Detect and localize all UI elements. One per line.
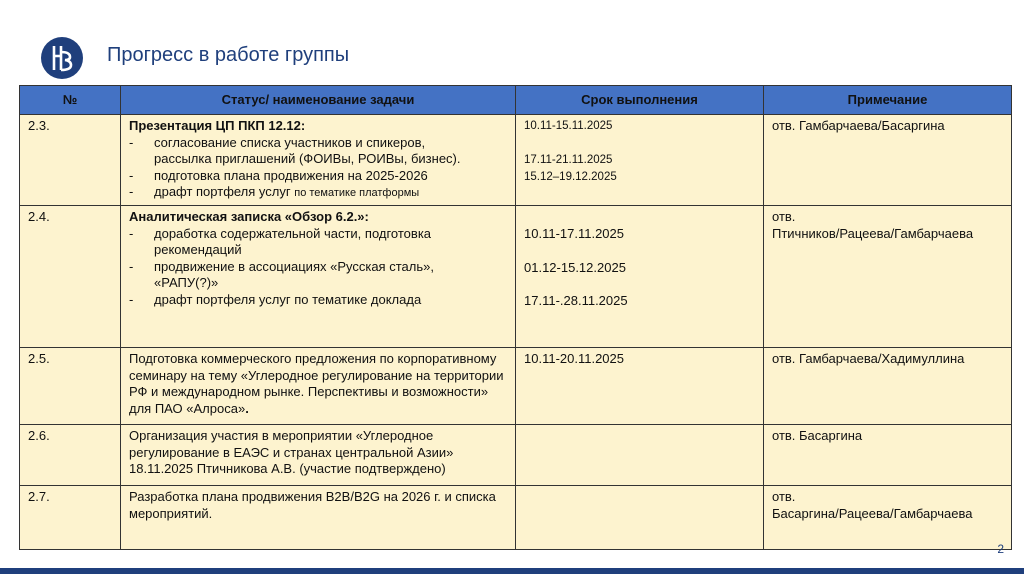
list-item: - доработка содержательной части, подготовка bbox=[129, 225, 432, 241]
note-line: отв. bbox=[772, 489, 796, 504]
table-row bbox=[20, 486, 1012, 550]
list-item: - продвижение в ассоциациях «Русская сталь», bbox=[129, 258, 434, 274]
row-deadline: 10.11-20.11.2025 bbox=[516, 348, 764, 425]
deadline-date: 17.11-21.11.2025 bbox=[524, 154, 613, 166]
header-num: № bbox=[20, 86, 121, 115]
row-num: 2.4. bbox=[20, 206, 121, 348]
table-row bbox=[20, 348, 1012, 425]
note-line: Птичников/Рацеева/Гамбарчаева bbox=[772, 225, 974, 241]
row-num: 2.3. bbox=[20, 115, 121, 206]
row-task: Организация участия в мероприятии «Углеродное регулирование в ЕАЭС и странах центральной Азии» 18.11.2025 Птичникова А.В. (участие подтверждено) bbox=[121, 425, 516, 486]
row-num: 2.7. bbox=[20, 486, 121, 550]
list-item: - драфт портфеля услуг по тематике платформы bbox=[129, 184, 420, 199]
row-deadline bbox=[516, 425, 764, 486]
row-deadline bbox=[516, 206, 764, 348]
row-note: отв. Гамбарчаева/Басаргина bbox=[764, 115, 1012, 206]
row-num: 2.5. bbox=[20, 348, 121, 425]
page-number: 2 bbox=[997, 542, 1004, 556]
table-row bbox=[20, 425, 1012, 486]
deadline-date: 15.12–19.12.2025 bbox=[524, 171, 617, 183]
table-row bbox=[20, 115, 1012, 206]
note-line: Басаргина/Рацеева/Гамбарчаева bbox=[772, 505, 973, 521]
list-item: - согласование списка участников и спикеров, bbox=[129, 134, 426, 150]
list-item-cont: «РАПУ(?)» bbox=[154, 275, 219, 290]
row-num: 2.6. bbox=[20, 425, 121, 486]
list-item: - драфт портфеля услуг по тематике доклада bbox=[129, 291, 422, 307]
row-task bbox=[121, 206, 516, 348]
table-header-row bbox=[20, 86, 1012, 115]
page-title: Прогресс в работе группы bbox=[107, 44, 350, 66]
deadline-date: 01.12-15.12.2025 bbox=[524, 259, 626, 275]
list-item: - подготовка плана продвижения на 2025-2026 bbox=[129, 167, 428, 183]
tasks-table bbox=[19, 85, 1012, 550]
deadline-date: 10.11-17.11.2025 bbox=[524, 226, 624, 241]
task-title: Аналитическая записка «Обзор 6.2.»: bbox=[129, 209, 369, 224]
note-line: отв. bbox=[772, 209, 796, 224]
row-note: отв. Басаргина bbox=[764, 425, 1012, 486]
deadline-date: 10.11-15.11.2025 bbox=[524, 120, 613, 132]
row-task: Подготовка коммерческого предложения по корпоративному семинару на тему «Углеродное регулирование на территории РФ и международном рынке. Перспективы и возможности» для ПАО «Алроса». bbox=[121, 348, 516, 425]
row-note: отв. Гамбарчаева/Хадимуллина bbox=[764, 348, 1012, 425]
deadline-date: 17.11-.28.11.2025 bbox=[524, 293, 628, 308]
row-deadline bbox=[516, 486, 764, 550]
list-item-cont: рекомендаций bbox=[154, 242, 242, 257]
list-item-cont: рассылка приглашений (ФОИВы, РОИВы, бизнес). bbox=[154, 151, 461, 166]
row-note bbox=[764, 486, 1012, 550]
row-note bbox=[764, 206, 1012, 348]
table-row bbox=[20, 206, 1012, 348]
task-title: Презентация ЦП ПКП 12.12: bbox=[129, 118, 306, 133]
hse-logo-icon bbox=[41, 37, 83, 79]
row-task bbox=[121, 115, 516, 206]
header-task: Статус/ наименование задачи bbox=[121, 86, 516, 115]
header-deadline: Срок выполнения bbox=[516, 86, 764, 115]
header-note: Примечание bbox=[764, 86, 1012, 115]
bottom-bar bbox=[0, 568, 1024, 574]
row-task: Разработка плана продвижения B2B/B2G на 2026 г. и списка мероприятий. bbox=[121, 486, 516, 550]
logo-mark bbox=[49, 43, 75, 73]
row-deadline bbox=[516, 115, 764, 206]
